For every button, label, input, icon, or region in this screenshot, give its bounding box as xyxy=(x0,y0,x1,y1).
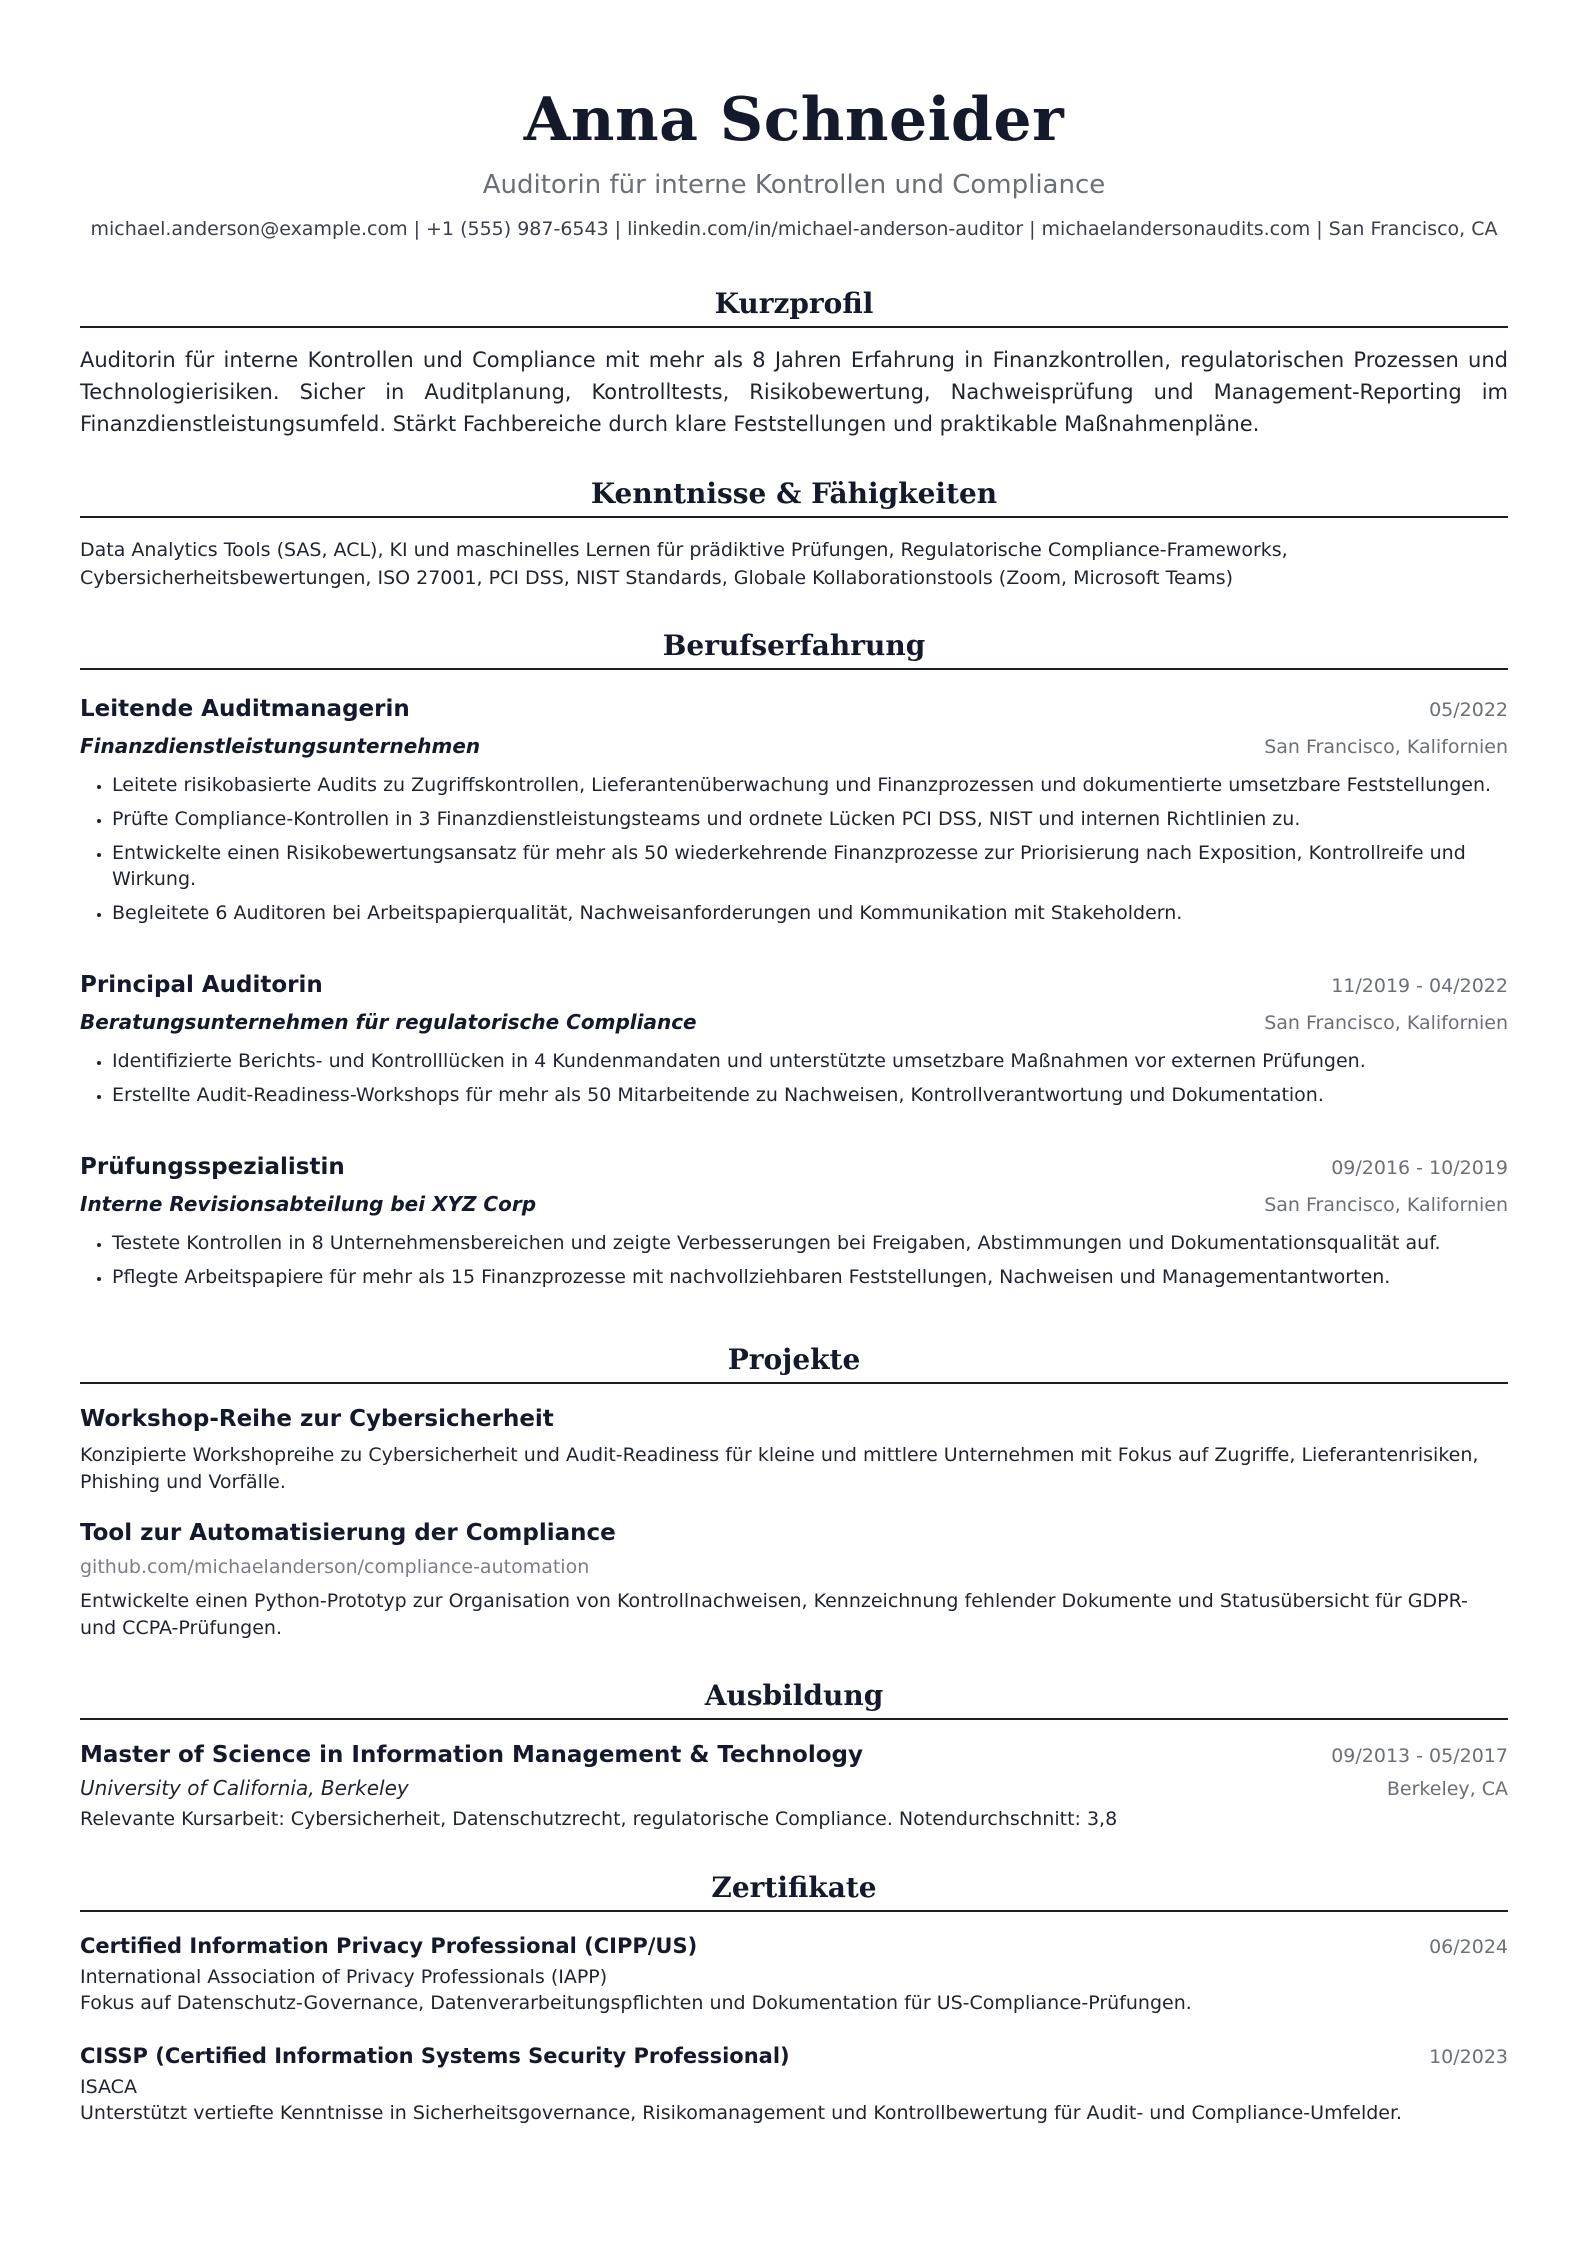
job-bullet: • Erstellte Audit-Readiness-Workshops für mehr als 50 Mitarbeitende zu Nachweisen, Kontrollverantwortung und Dokumentation. xyxy=(112,1082,1508,1108)
job-location: San Francisco, Kalifornien xyxy=(1264,736,1508,758)
job-title: Prüfungsspezialistin xyxy=(80,1154,345,1180)
job-entry xyxy=(80,972,1508,1108)
contact-linkedin[interactable]: linkedin.com/in/michael-anderson-auditor xyxy=(627,218,1024,240)
job-bullet: • Testete Kontrollen in 8 Unternehmensbereichen und zeigte Verbesserungen bei Freigaben, Abstimmungen und Dokumentationsqualität auf. xyxy=(112,1230,1508,1256)
contact-line xyxy=(80,216,1508,242)
job-bullets xyxy=(80,1048,1508,1108)
contact-separator: | xyxy=(614,218,622,240)
job-title: Principal Auditorin xyxy=(80,972,323,998)
contact-separator: | xyxy=(1029,218,1036,240)
job-location: San Francisco, Kalifornien xyxy=(1264,1194,1508,1216)
candidate-headline: Auditorin für interne Kontrollen und Compliance xyxy=(482,170,1106,200)
job-title: Leitende Auditmanagerin xyxy=(80,696,410,722)
experience-section xyxy=(80,628,1508,1290)
job-dates: 09/2016 - 10/2019 xyxy=(1331,1157,1508,1179)
section-title-summary: Kurzprofil xyxy=(80,286,1508,328)
contact-separator: | xyxy=(413,218,421,240)
candidate-name: Anna Schneider xyxy=(523,85,1065,155)
certificates-section xyxy=(80,1870,1508,2126)
contact-phone[interactable]: +1 (555) 987-6543 xyxy=(426,218,609,240)
education-school: University of California, Berkeley xyxy=(80,1776,409,1800)
job-bullet: • Pflegte Arbeitspapiere für mehr als 15 Finanzprozesse mit nachvollziehbaren Feststellungen, Nachweisen und Managementantworten. xyxy=(112,1264,1508,1290)
skills-text: Data Analytics Tools (SAS, ACL), KI und maschinelles Lernen für prädiktive Prüfungen, Regulatorische Compliance-Frameworks, Cybersicherheitsbewertungen, ISO 27001, PCI DSS, NIST Standards, Globale Kollaborationstools (Zoom, Microsoft Teams) xyxy=(80,539,1288,589)
job-bullet: • Begleitete 6 Auditoren bei Arbeitspapierqualität, Nachweisanforderungen und Kommunikation mit Stakeholdern. xyxy=(112,900,1508,926)
certificate-title: CISSP (Certified Information Systems Security Professional) xyxy=(80,2044,790,2068)
education-dates: 09/2013 - 05/2017 xyxy=(1331,1745,1508,1767)
certificate-entry xyxy=(80,2044,1508,2126)
certificate-issuer: ISACA xyxy=(80,2076,137,2098)
education-degree: Master of Science in Information Management & Technology xyxy=(80,1742,863,1768)
contact-separator: | xyxy=(1316,218,1323,240)
education-location: Berkeley, CA xyxy=(1386,1778,1508,1800)
contact-website[interactable]: michaelandersonaudits.com xyxy=(1041,218,1311,240)
job-bullet: • Prüfte Compliance-Kontrollen in 3 Finanzdienstleistungsteams und ordnete Lücken PCI DSS, NIST und internen Richtlinien zu. xyxy=(112,806,1508,832)
job-bullet: • Identifizierte Berichts- und Kontrolllücken in 4 Kundenmandaten und unterstützte umsetzbare Maßnahmen vor externen Prüfungen. xyxy=(112,1048,1508,1074)
contact-email[interactable]: michael.anderson@example.com xyxy=(90,218,408,240)
project-title: Tool zur Automatisierung der Compliance xyxy=(80,1520,616,1546)
contact-location: San Francisco, CA xyxy=(1328,218,1498,240)
section-title-skills: Kenntnisse & Fähigkeiten xyxy=(80,476,1508,518)
job-company: Interne Revisionsabteilung bei XYZ Corp xyxy=(80,1192,537,1216)
job-company: Finanzdienstleistungsunternehmen xyxy=(80,734,481,758)
job-location: San Francisco, Kalifornien xyxy=(1264,1012,1508,1034)
job-dates: 05/2022 xyxy=(1429,699,1508,721)
job-bullet: • Entwickelte einen Risikobewertungsansatz für mehr als 50 wiederkehrende Finanzprozesse zur Priorisierung nach Exposition, Kontrollreife und Wirkung. xyxy=(112,840,1508,892)
project-title: Workshop-Reihe zur Cybersicherheit xyxy=(80,1406,554,1432)
job-bullets xyxy=(80,1230,1508,1290)
section-title-experience: Berufserfahrung xyxy=(80,628,1508,670)
certificate-issuer: International Association of Privacy Professionals (IAPP) xyxy=(80,1966,608,1988)
resume-header xyxy=(80,84,1508,242)
certificate-entry xyxy=(80,1934,1508,2016)
job-bullet: • Leitete risikobasierte Audits zu Zugriffskontrollen, Lieferantenüberwachung und Finanzprozessen und dokumentierte umsetzbare Feststellungen. xyxy=(112,772,1508,798)
job-entry xyxy=(80,696,1508,926)
certificate-description: Unterstützt vertiefte Kenntnisse in Sicherheitsgovernance, Risikomanagement und Kontrollbewertung für Audit- und Compliance-Umfelder. xyxy=(80,2102,1403,2124)
certificate-description: Fokus auf Datenschutz-Governance, Datenverarbeitungspflichten und Dokumentation für US-Compliance-Prüfungen. xyxy=(80,1992,1192,2014)
section-title-education: Ausbildung xyxy=(80,1678,1508,1720)
job-dates: 11/2019 - 04/2022 xyxy=(1331,975,1508,997)
project-link[interactable]: github.com/michaelanderson/compliance-automation xyxy=(80,1556,590,1578)
project-entry xyxy=(80,1406,1508,1496)
section-title-projects: Projekte xyxy=(80,1342,1508,1384)
certificate-date: 06/2024 xyxy=(1429,1936,1508,1958)
education-section xyxy=(80,1678,1508,1830)
section-title-certificates: Zertifikate xyxy=(80,1870,1508,1912)
education-coursework: Relevante Kursarbeit: Cybersicherheit, Datenschutzrecht, regulatorische Compliance. Notendurchschnitt: 3,8 xyxy=(80,1808,1118,1830)
project-description: Konzipierte Workshopreihe zu Cybersicherheit und Audit-Readiness für kleine und mittlere Unternehmen mit Fokus auf Zugriffe, Lieferantenrisiken, Phishing und Vorfälle. xyxy=(80,1444,1479,1493)
skills-section xyxy=(80,476,1508,592)
job-entry xyxy=(80,1154,1508,1290)
summary-text: Auditorin für interne Kontrollen und Compliance mit mehr als 8 Jahren Erfahrung in Finanzkontrollen, regulatorischen Prozessen und Technologierisiken. Sicher in Auditplanung, Kontrolltests, Risikobewertung, Nachweisprüfung und Management-Reporting im Finanzdienstleistungsumfeld. Stärkt Fachbereiche durch klare Feststellungen und praktikable Maßnahmenpläne. xyxy=(80,348,1508,436)
job-company: Beratungsunternehmen für regulatorische Compliance xyxy=(80,1010,697,1034)
certificate-date: 10/2023 xyxy=(1429,2046,1508,2068)
project-description: Entwickelte einen Python-Prototyp zur Organisation von Kontrollnachweisen, Kennzeichnung fehlender Dokumente und Statusübersicht für GDPR- und CCPA-Prüfungen. xyxy=(80,1590,1468,1639)
project-entry xyxy=(80,1520,1508,1642)
certificate-title: Certified Information Privacy Professional (CIPP/US) xyxy=(80,1934,698,1958)
education-entry xyxy=(80,1742,1508,1830)
job-bullets xyxy=(80,772,1508,926)
projects-section xyxy=(80,1342,1508,1642)
summary-section xyxy=(80,286,1508,440)
